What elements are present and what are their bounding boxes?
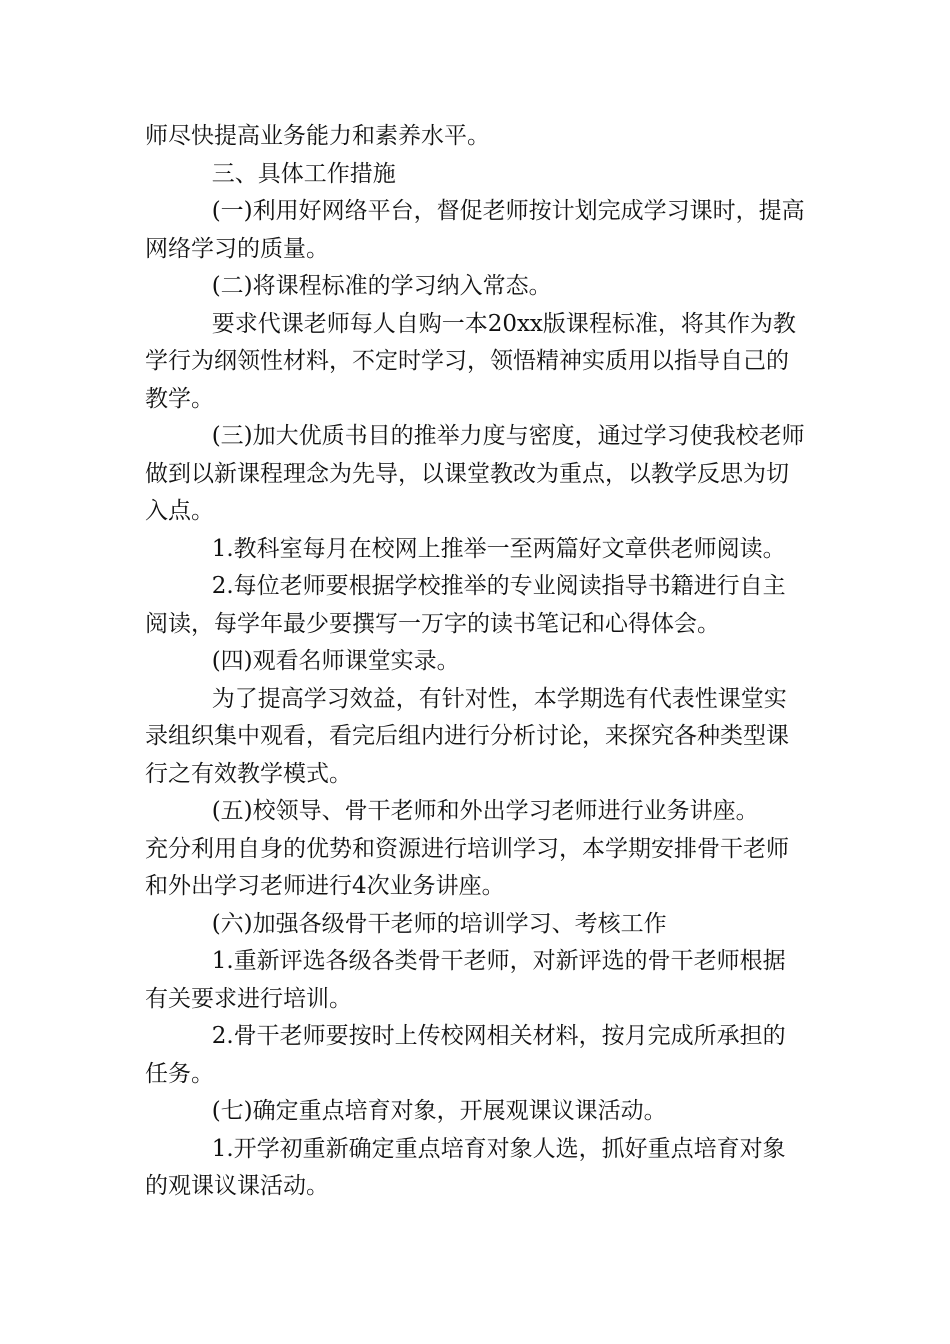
paragraph-item-reading-notes: 2.每位老师要根据学校推举的专业阅读指导书籍进行自主阅读，每学年最少要撰写一万字的读书笔记和心得体会。 xyxy=(145,573,786,637)
paragraph-item-monthly-articles: 1.教科室每月在校网上推举一至两篇好文章供老师阅读。 xyxy=(211,535,786,562)
paragraph-lectures: (五)校领导、骨干老师和外出学习老师进行业务讲座。 xyxy=(211,798,759,824)
document-body xyxy=(145,118,805,1206)
paragraph-curriculum-standard: (二)将课程标准的学习纳入常态。 xyxy=(211,273,552,299)
paragraph-network-platform: (一)利用好网络平台，督促老师按计划完成学习课时，提高网络学习的质量。 xyxy=(145,198,805,262)
paragraph-key-training-targets: (七)确定重点培育对象，开展观课议课活动。 xyxy=(211,1098,667,1124)
paragraph-1: 师尽快提高业务能力和素养水平。 xyxy=(145,123,490,149)
paragraph-buy-standard: 要求代课老师每人自购一本20xx版课程标准，将其作为教学行为纲领性材料，不定时学习，领悟精神实质用以指导自己的教学。 xyxy=(145,310,796,412)
paragraph-item-reselect-teachers: 1.重新评选各级各类骨干老师，对新评选的骨干老师根据有关要求进行培训。 xyxy=(145,948,786,1012)
paragraph-backbone-training: (六)加强各级骨干老师的培训学习、考核工作 xyxy=(211,910,667,937)
section-heading-measures: 三、具体工作措施 xyxy=(211,160,396,187)
paragraph-book-recommendation: (三)加大优质书目的推举力度与密度，通过学习使我校老师做到以新课程理念为先导，以课堂教改为重点，以教学反思为切入点。 xyxy=(145,423,805,524)
paragraph-watch-classroom: (四)观看名师课堂实录。 xyxy=(211,648,460,674)
paragraph-lectures-detail: 充分利用自身的优势和资源进行培训学习，本学期安排骨干老师和外出学习老师进行4次业务讲座。 xyxy=(145,835,789,899)
paragraph-item-upload-materials: 2.骨干老师要按时上传校网相关材料，按月完成所承担的任务。 xyxy=(145,1023,786,1087)
paragraph-item-select-targets: 1.开学初重新确定重点培育对象人选，抓好重点培育对象的观课议课活动。 xyxy=(145,1135,786,1199)
paragraph-learning-efficiency: 为了提高学习效益，有针对性，本学期选有代表性课堂实录组织集中观看，看完后组内进行分析讨论，来探究各种类型课行之有效教学模式。 xyxy=(145,685,789,787)
